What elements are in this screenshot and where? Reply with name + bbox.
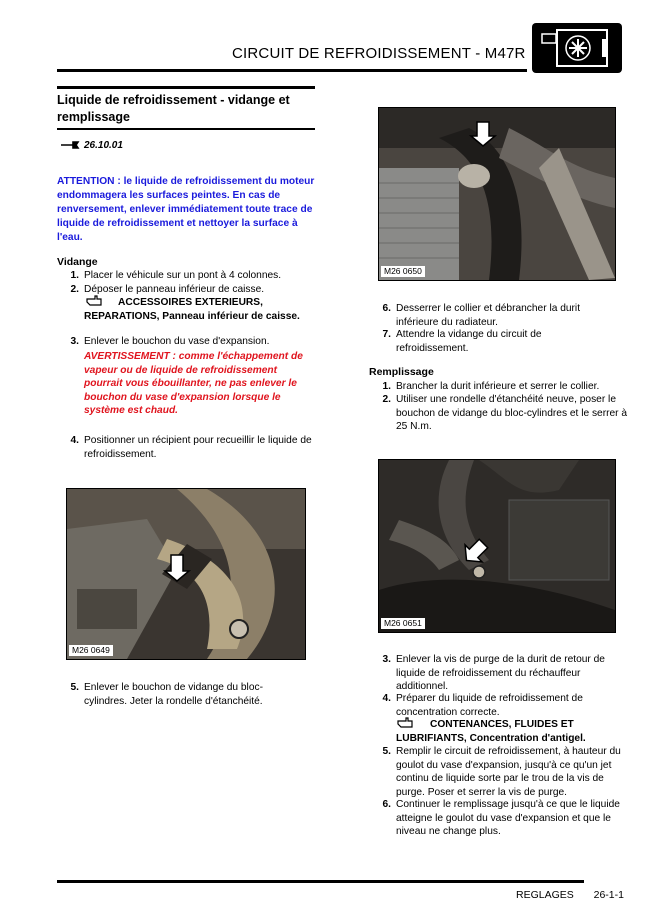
list-item: 7. Attendre la vidange du circuit de refroidissement. xyxy=(382,329,542,354)
radiator-fan-icon xyxy=(532,23,622,73)
photo-drain-plug xyxy=(66,488,306,660)
reference-link-contenances[interactable]: CONTENANCES, FLUIDES ET LUBRIFIANTS, Concentration d'antigel. xyxy=(396,719,586,744)
section-title: Liquide de refroidissement - vidange et remplissage xyxy=(57,93,290,124)
photo-label: M26 0650 xyxy=(381,266,425,277)
list-item: 4. Positionner un récipient pour recueillir le liquide de refroidissement. xyxy=(70,435,312,460)
vidange-heading: Vidange xyxy=(57,256,98,268)
reference-link-panneau[interactable]: ACCESSOIRES EXTERIEURS, REPARATIONS, Panneau inférieur de caisse. xyxy=(84,297,300,322)
list-item: 3. Enlever la vis de purge de la durit de retour de liquide de refroidissement du réchauffeur additionnel. xyxy=(382,654,605,693)
page-header-title: CIRCUIT DE REFROIDISSEMENT - M47R xyxy=(232,45,526,62)
section-rule-bottom xyxy=(57,128,315,130)
operation-code: 26.10.01 xyxy=(84,140,123,151)
list-item: 5. Remplir le circuit de refroidissement, à hauteur du goulot du vase d'expansion, jusqu'à ce qu'un jet continu de liquide sorte par le trou de la vis de purge. Poser et serrer la vis de purge. xyxy=(382,746,621,798)
wrench-icon xyxy=(60,140,80,153)
list-item: 6. Continuer le remplissage jusqu'à ce que le liquide atteigne le goulot du vase d'expansion et que le niveau ne change plus. xyxy=(382,799,620,838)
header-rule xyxy=(57,69,527,72)
photo-label: M26 0649 xyxy=(69,645,113,656)
footer-section: REGLAGES xyxy=(516,889,574,901)
list-item: 2. Utiliser une rondelle d'étanchéité neuve, poser le bouchon de vidange du bloc-cylindres et le serrer à 25 N.m. xyxy=(382,394,628,433)
list-item: 6. Desserrer le collier et débrancher la durit inférieure du radiateur. xyxy=(382,303,581,328)
photo-label: M26 0651 xyxy=(381,618,425,629)
page-number: 26-1-1 xyxy=(593,889,624,901)
list-item: 4. Préparer du liquide de refroidissement de concentration correcte. xyxy=(382,693,583,718)
photo-radiator-hose xyxy=(378,107,616,281)
list-item: 1. Brancher la durit inférieure et serrer le collier. xyxy=(382,381,600,392)
attention-note: ATTENTION : le liquide de refroidissement du moteur endommagera les surfaces peintes. En cas de renversement, enlever immédiatement toute trace de liquide de refroidissement et nettoyer la surface à l'eau. xyxy=(57,176,315,243)
list-item: 2. Déposer le panneau inférieur de caisse. xyxy=(70,284,265,295)
footer-rule xyxy=(57,880,584,883)
section-rule-top xyxy=(57,86,315,89)
list-item: 3. Enlever le bouchon du vase d'expansion. xyxy=(70,336,270,347)
list-item: 5. Enlever le bouchon de vidange du bloc-cylindres. Jeter la rondelle d'étanchéité. xyxy=(70,682,263,707)
photo-bleed-screw xyxy=(378,459,616,633)
footer xyxy=(516,889,624,901)
remplissage-heading: Remplissage xyxy=(369,366,434,378)
list-item: 1. Placer le véhicule sur un pont à 4 colonnes. xyxy=(70,270,282,281)
warning-note: AVERTISSEMENT : comme l'échappement de vapeur ou de liquide de refroidissement pourrait vous ébouillanter, ne pas enlever le bouchon du vase d'expansion lorsque le système est chaud. xyxy=(84,351,303,417)
